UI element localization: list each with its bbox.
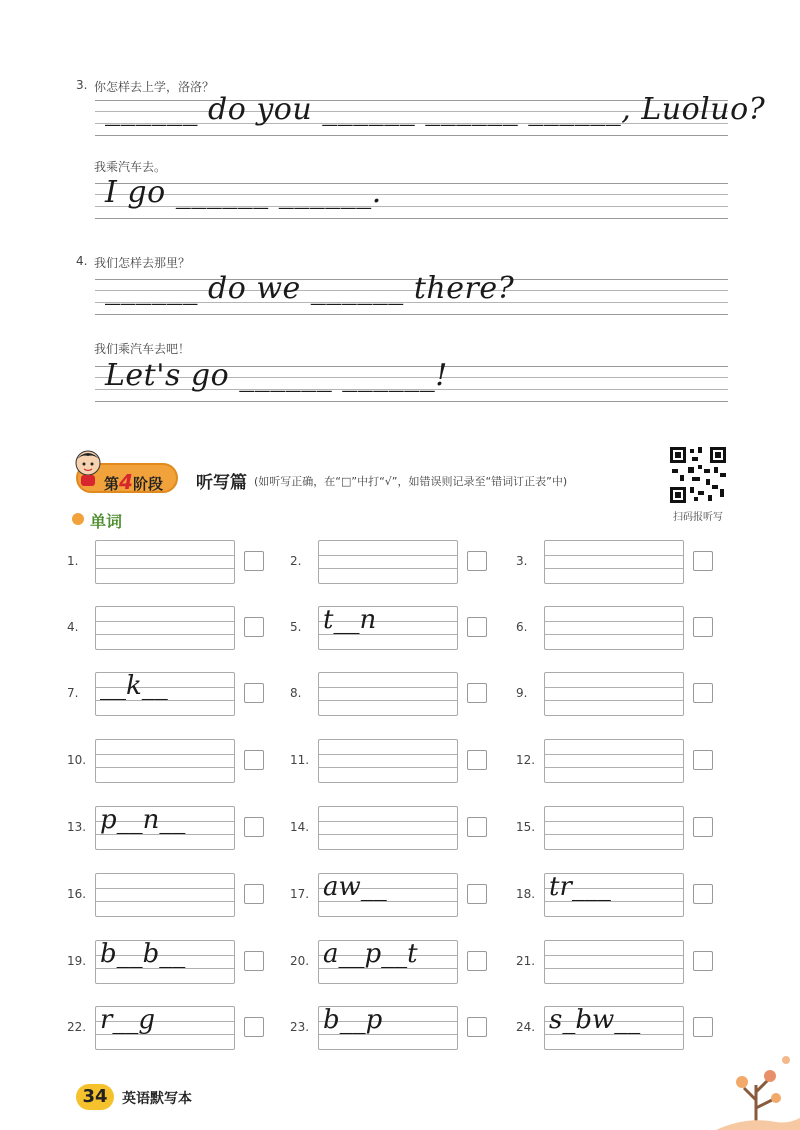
word-handwriting: aw__: [323, 872, 387, 902]
book-title: 英语默写本: [122, 1091, 192, 1107]
word-check-box[interactable]: [467, 884, 487, 904]
kid-mascot-icon: [72, 448, 104, 488]
word-number: 6.: [516, 620, 528, 634]
q3-line1-text: ______ do you ______ ______ ______, Luoluo?: [105, 92, 766, 127]
word-cell: [290, 672, 490, 718]
word-writing-box[interactable]: [318, 940, 458, 984]
word-cell: [67, 540, 267, 586]
word-cell: [67, 672, 267, 718]
word-number: 7.: [67, 686, 79, 700]
q3-number: 3.: [76, 78, 88, 92]
word-check-box[interactable]: [467, 1017, 487, 1037]
word-check-box[interactable]: [244, 683, 264, 703]
word-writing-box[interactable]: [544, 940, 684, 984]
word-handwriting: p__n__: [100, 805, 186, 835]
word-cell: [516, 1006, 716, 1052]
word-handwriting: a__p__t: [323, 939, 418, 969]
word-number: 5.: [290, 620, 302, 634]
word-handwriting: tr___: [549, 872, 611, 902]
qr-code-icon[interactable]: [668, 445, 728, 505]
stage-note: (如听写正确，在“□”中打“√”，如错误则记录至“错词订正表”中): [254, 475, 568, 488]
stage-label-pre: 第: [104, 475, 120, 493]
word-number: 20.: [290, 954, 310, 968]
word-check-box[interactable]: [244, 817, 264, 837]
word-number: 12.: [516, 753, 536, 767]
word-check-box[interactable]: [244, 551, 264, 571]
word-writing-box[interactable]: [95, 739, 235, 783]
word-handwriting: b__b__: [100, 939, 186, 969]
word-check-box[interactable]: [693, 817, 713, 837]
word-check-box[interactable]: [693, 951, 713, 971]
word-cell: [290, 806, 490, 852]
word-cell: [67, 606, 267, 652]
word-check-box[interactable]: [467, 551, 487, 571]
word-number: 18.: [516, 887, 536, 901]
word-check-box[interactable]: [467, 817, 487, 837]
word-number: 4.: [67, 620, 79, 634]
word-cell: [516, 940, 716, 986]
word-cell: [516, 806, 716, 852]
stage-number: 4: [119, 470, 133, 494]
word-number: 3.: [516, 554, 528, 568]
word-cell: [290, 1006, 490, 1052]
word-cell: [516, 739, 716, 785]
word-handwriting: r__g: [100, 1005, 156, 1035]
word-writing-box[interactable]: [318, 672, 458, 716]
q3-prompt-2: 我乘汽车去。: [94, 160, 167, 174]
word-check-box[interactable]: [467, 683, 487, 703]
stage-title: 听写篇: [196, 473, 247, 493]
word-number: 1.: [67, 554, 79, 568]
word-check-box[interactable]: [693, 1017, 713, 1037]
word-number: 14.: [290, 820, 310, 834]
word-writing-box[interactable]: [544, 540, 684, 584]
word-cell: [67, 940, 267, 986]
page-number: 34: [76, 1084, 114, 1110]
word-handwriting: t__n: [323, 605, 377, 635]
word-number: 21.: [516, 954, 536, 968]
word-cell: [67, 1006, 267, 1052]
word-number: 24.: [516, 1020, 536, 1034]
q4-line2-text: Let's go ______ ______!: [105, 358, 448, 393]
q4-number: 4.: [76, 254, 88, 268]
word-writing-box[interactable]: [95, 1006, 235, 1050]
q3-prompt: 你怎样去上学，洛洛？: [94, 80, 215, 94]
word-number: 11.: [290, 753, 310, 767]
q4-prompt-2: 我们乘汽车去吧！: [94, 342, 191, 356]
word-number: 17.: [290, 887, 310, 901]
q3-writing-line-1[interactable]: [95, 92, 766, 136]
words-heading: 单词: [90, 512, 123, 531]
word-check-box[interactable]: [244, 951, 264, 971]
word-number: 13.: [67, 820, 87, 834]
word-cell: [67, 806, 267, 852]
word-check-box[interactable]: [244, 884, 264, 904]
word-cell: [290, 540, 490, 586]
bullet-dot-icon: [72, 513, 84, 525]
word-writing-box[interactable]: [95, 540, 235, 584]
word-cell: [516, 873, 716, 919]
word-check-box[interactable]: [693, 750, 713, 770]
word-writing-box[interactable]: [318, 873, 458, 917]
word-cell: [290, 873, 490, 919]
word-cell: [67, 739, 267, 785]
word-number: 8.: [290, 686, 302, 700]
tree-decoration-icon: [716, 1030, 800, 1130]
word-writing-box[interactable]: [318, 540, 458, 584]
word-number: 2.: [290, 554, 302, 568]
word-check-box[interactable]: [467, 951, 487, 971]
word-handwriting: s_bw__: [549, 1005, 641, 1035]
word-check-box[interactable]: [693, 617, 713, 637]
word-handwriting: __k__: [100, 671, 168, 701]
word-writing-box[interactable]: [544, 606, 684, 650]
word-cell: [290, 940, 490, 986]
word-writing-box[interactable]: [544, 672, 684, 716]
q4-writing-line-2[interactable]: [95, 358, 728, 402]
word-writing-box[interactable]: [95, 806, 235, 850]
word-writing-box[interactable]: [318, 606, 458, 650]
word-writing-box[interactable]: [544, 806, 684, 850]
word-check-box[interactable]: [244, 617, 264, 637]
word-writing-box[interactable]: [95, 873, 235, 917]
word-writing-box[interactable]: [544, 739, 684, 783]
q4-writing-line-1[interactable]: [95, 271, 728, 315]
word-check-box[interactable]: [244, 750, 264, 770]
word-cell: [290, 606, 490, 652]
word-check-box[interactable]: [693, 551, 713, 571]
word-cell: [67, 873, 267, 919]
word-cell: [516, 672, 716, 718]
q4-prompt: 我们怎样去那里？: [94, 256, 191, 270]
word-number: 23.: [290, 1020, 310, 1034]
word-writing-box[interactable]: [544, 1006, 684, 1050]
stage-label-post: 阶段: [132, 475, 163, 493]
word-check-box[interactable]: [467, 750, 487, 770]
word-handwriting: b__p: [323, 1005, 383, 1035]
q3-writing-line-2[interactable]: [95, 175, 728, 219]
word-cell: [516, 606, 716, 652]
word-writing-box[interactable]: [95, 672, 235, 716]
word-number: 10.: [67, 753, 87, 767]
word-writing-box[interactable]: [95, 606, 235, 650]
qr-label: 扫码报听写: [673, 512, 723, 523]
word-cell: [290, 739, 490, 785]
word-writing-box[interactable]: [318, 806, 458, 850]
word-check-box[interactable]: [244, 1017, 264, 1037]
word-number: 19.: [67, 954, 87, 968]
word-writing-box[interactable]: [318, 1006, 458, 1050]
word-number: 16.: [67, 887, 87, 901]
word-number: 15.: [516, 820, 536, 834]
word-number: 9.: [516, 686, 528, 700]
q4-line1-text: ______ do we ______ there?: [105, 271, 515, 306]
word-writing-box[interactable]: [318, 739, 458, 783]
word-writing-box[interactable]: [544, 873, 684, 917]
word-cell: [516, 540, 716, 586]
word-number: 22.: [67, 1020, 87, 1034]
word-check-box[interactable]: [467, 617, 487, 637]
q3-line2-text: I go ______ ______.: [105, 175, 382, 210]
word-check-box[interactable]: [693, 884, 713, 904]
word-check-box[interactable]: [693, 683, 713, 703]
word-writing-box[interactable]: [95, 940, 235, 984]
